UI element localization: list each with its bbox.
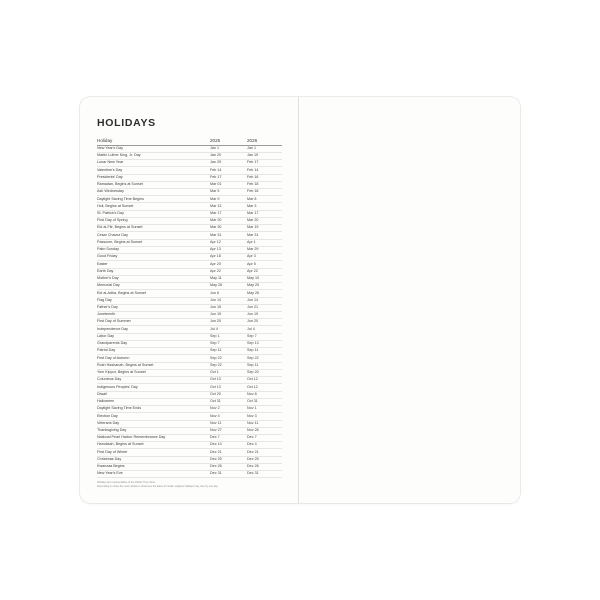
holiday-name: Juneteenth <box>97 311 208 318</box>
table-row <box>97 420 282 427</box>
holiday-date-2025: Apr 12 <box>208 239 245 246</box>
holidays-section <box>97 117 282 489</box>
holiday-name: National Pearl Harbor Remembrance Day <box>97 434 208 441</box>
holiday-date-2025: Jun 6 <box>208 290 245 297</box>
holiday-date-2026: Sep 11 <box>245 348 282 355</box>
table-row <box>97 225 282 232</box>
table-row <box>97 333 282 340</box>
holiday-name: Ash Wednesday <box>97 189 208 196</box>
holiday-name: Ramadan, Begins at Sunset <box>97 181 208 188</box>
holidays-table <box>97 138 282 478</box>
holiday-date-2025: Nov 4 <box>208 413 245 420</box>
table-row <box>97 203 282 210</box>
holiday-date-2025: Sep 11 <box>208 348 245 355</box>
table-row <box>97 319 282 326</box>
holiday-name: St. Patrick's Day <box>97 210 208 217</box>
table-row <box>97 427 282 434</box>
holiday-name: Father's Day <box>97 304 208 311</box>
notebook-spine <box>298 97 299 503</box>
holiday-date-2025: Mar 9 <box>208 196 245 203</box>
holiday-date-2026: Dec 4 <box>245 442 282 449</box>
holiday-date-2025: Dec 31 <box>208 471 245 478</box>
holiday-date-2026: Sep 20 <box>245 369 282 376</box>
holiday-date-2025: Mar 17 <box>208 210 245 217</box>
holiday-date-2025: Feb 17 <box>208 174 245 181</box>
holiday-date-2026: Dec 7 <box>245 434 282 441</box>
table-row <box>97 311 282 318</box>
table-row <box>97 297 282 304</box>
holiday-name: Cesar Chavez Day <box>97 232 208 239</box>
holiday-date-2026: Sep 7 <box>245 333 282 340</box>
holiday-name: Halloween <box>97 398 208 405</box>
holiday-date-2026: Dec 21 <box>245 449 282 456</box>
notebook-spread <box>80 97 520 503</box>
holiday-date-2025: Nov 27 <box>208 427 245 434</box>
table-row <box>97 348 282 355</box>
holiday-name: Yom Kippur, Begins at Sunset <box>97 369 208 376</box>
holiday-date-2026: Sep 11 <box>245 362 282 369</box>
table-row <box>97 456 282 463</box>
holiday-date-2026: Sep 13 <box>245 340 282 347</box>
footnotes <box>97 481 269 488</box>
holiday-name: Lunar New Year <box>97 160 208 167</box>
table-row <box>97 384 282 391</box>
table-row <box>97 246 282 253</box>
table-row <box>97 152 282 159</box>
holiday-name: Eid al-Adha, Begins at Sunset <box>97 290 208 297</box>
table-row <box>97 239 282 246</box>
holiday-date-2026: May 26 <box>245 290 282 297</box>
table-body <box>97 145 282 478</box>
holiday-name: Palm Sunday <box>97 246 208 253</box>
holiday-date-2026: Jan 19 <box>245 152 282 159</box>
holiday-name: Veterans Day <box>97 420 208 427</box>
holiday-name: Thanksgiving Day <box>97 427 208 434</box>
table-row <box>97 369 282 376</box>
holiday-date-2025: Jun 14 <box>208 297 245 304</box>
holiday-name: Indigenous Peoples' Day <box>97 384 208 391</box>
notebook-left-page <box>80 97 298 503</box>
holiday-date-2025: Oct 31 <box>208 398 245 405</box>
table-row <box>97 326 282 333</box>
holiday-name: First Day of Spring <box>97 217 208 224</box>
holiday-date-2025: Mar 31 <box>208 232 245 239</box>
holiday-name: Mother's Day <box>97 275 208 282</box>
holiday-name: Flag Day <box>97 297 208 304</box>
holiday-date-2026: Jan 1 <box>245 145 282 152</box>
holiday-name: Passover, Begins at Sunset <box>97 239 208 246</box>
holiday-name: New Year's Eve <box>97 471 208 478</box>
column-header-2025: 2025 <box>208 138 245 145</box>
holiday-name: Presidents' Day <box>97 174 208 181</box>
holiday-date-2026: Mar 17 <box>245 210 282 217</box>
holiday-date-2026: Dec 31 <box>245 471 282 478</box>
holiday-name: Patriot Day <box>97 348 208 355</box>
holiday-name: Election Day <box>97 413 208 420</box>
holiday-date-2026: Mar 31 <box>245 232 282 239</box>
holiday-date-2026: Feb 14 <box>245 167 282 174</box>
table-header <box>97 138 282 145</box>
notebook-right-page <box>299 97 520 503</box>
holiday-name: Grandparents Day <box>97 340 208 347</box>
table-row <box>97 355 282 362</box>
column-header-2026: 2026 <box>245 138 282 145</box>
holiday-date-2025: May 26 <box>208 283 245 290</box>
table-header-row <box>97 138 282 145</box>
table-row <box>97 189 282 196</box>
holiday-name: Holi, Begins at Sunset <box>97 203 208 210</box>
holiday-date-2025: Dec 14 <box>208 442 245 449</box>
holiday-date-2026: Mar 3 <box>245 203 282 210</box>
holiday-date-2025: Dec 26 <box>208 463 245 470</box>
holiday-name: First Day of Winter <box>97 449 208 456</box>
table-row <box>97 196 282 203</box>
holiday-date-2026: Feb 18 <box>245 189 282 196</box>
table-row <box>97 232 282 239</box>
holiday-date-2025: Jan 29 <box>208 160 245 167</box>
holiday-date-2025: Apr 18 <box>208 254 245 261</box>
holiday-name: Valentine's Day <box>97 167 208 174</box>
table-row <box>97 406 282 413</box>
table-row <box>97 434 282 441</box>
holiday-name: Hanukkah, Begins at Sunset <box>97 442 208 449</box>
holiday-date-2025: Nov 11 <box>208 420 245 427</box>
table-row <box>97 442 282 449</box>
table-row <box>97 391 282 398</box>
holiday-name: First Day of Summer <box>97 319 208 326</box>
holiday-name: Memorial Day <box>97 283 208 290</box>
table-row <box>97 304 282 311</box>
table-row <box>97 362 282 369</box>
table-row <box>97 261 282 268</box>
table-row <box>97 268 282 275</box>
holiday-name: Daylight Saving Time Ends <box>97 406 208 413</box>
holiday-date-2025: Sep 22 <box>208 355 245 362</box>
holiday-date-2026: May 10 <box>245 275 282 282</box>
holiday-name: Kwanzaa Begins <box>97 463 208 470</box>
holiday-date-2026: Dec 26 <box>245 463 282 470</box>
holiday-date-2026: Oct 12 <box>245 384 282 391</box>
holiday-date-2025: Sep 7 <box>208 340 245 347</box>
holiday-date-2026: Nov 1 <box>245 406 282 413</box>
holiday-date-2026: Apr 3 <box>245 254 282 261</box>
holiday-date-2026: Jul 4 <box>245 326 282 333</box>
holiday-date-2025: Apr 22 <box>208 268 245 275</box>
holiday-date-2026: Oct 12 <box>245 377 282 384</box>
holiday-date-2025: Sep 1 <box>208 333 245 340</box>
holiday-name: Labor Day <box>97 333 208 340</box>
holiday-name: Daylight Saving Time Begins <box>97 196 208 203</box>
holiday-name: First Day of Autumn <box>97 355 208 362</box>
table-row <box>97 463 282 470</box>
holiday-date-2025: Jul 4 <box>208 326 245 333</box>
holiday-date-2025: Oct 13 <box>208 377 245 384</box>
holiday-date-2025: Dec 25 <box>208 456 245 463</box>
footnote-timezone: Holidays are representative of the Pacific Time Zone. <box>97 481 156 485</box>
table-row <box>97 340 282 347</box>
holiday-date-2025: Feb 14 <box>208 167 245 174</box>
holiday-name: Rosh Hashanah, Begins at Sunset <box>97 362 208 369</box>
holiday-date-2026: Nov 8 <box>245 391 282 398</box>
holiday-name: Earth Day <box>97 268 208 275</box>
table-row <box>97 275 282 282</box>
column-header-holiday: Holiday <box>97 138 208 145</box>
table-row <box>97 210 282 217</box>
holiday-date-2026: Feb 18 <box>245 181 282 188</box>
holiday-date-2026: May 25 <box>245 283 282 290</box>
table-row <box>97 160 282 167</box>
holiday-date-2025: Oct 1 <box>208 369 245 376</box>
holiday-date-2025: Dec 21 <box>208 449 245 456</box>
holiday-date-2026: Oct 31 <box>245 398 282 405</box>
footnote-moon-phase: Depending on when the moon phase is observed, the dates of certain religious holidays may vary by one day. <box>97 485 219 489</box>
holiday-name: Diwali <box>97 391 208 398</box>
holiday-date-2026: Apr 5 <box>245 261 282 268</box>
holiday-date-2025: Jan 1 <box>208 145 245 152</box>
holiday-name: Easter <box>97 261 208 268</box>
holiday-date-2025: Jun 19 <box>208 311 245 318</box>
holiday-date-2025: Mar 01 <box>208 181 245 188</box>
holiday-date-2025: Sep 22 <box>208 362 245 369</box>
holiday-date-2025: Mar 20 <box>208 217 245 224</box>
holiday-name: Eid al-Fitr, Begins at Sunset <box>97 225 208 232</box>
table-row <box>97 254 282 261</box>
holiday-date-2025: Jun 20 <box>208 319 245 326</box>
holiday-date-2025: Oct 13 <box>208 384 245 391</box>
table-row <box>97 174 282 181</box>
holiday-date-2026: Jun 21 <box>245 304 282 311</box>
holiday-date-2025: Mar 5 <box>208 189 245 196</box>
holiday-date-2026: Feb 16 <box>245 174 282 181</box>
holiday-name: Christmas Day <box>97 456 208 463</box>
table-row <box>97 398 282 405</box>
holiday-date-2026: Apr 22 <box>245 268 282 275</box>
table-row <box>97 290 282 297</box>
holiday-date-2025: Dec 7 <box>208 434 245 441</box>
holiday-name: New Year's Day <box>97 145 208 152</box>
page-title: HOLIDAYS <box>97 117 156 129</box>
table-row <box>97 377 282 384</box>
holiday-date-2025: Nov 2 <box>208 406 245 413</box>
holiday-date-2025: May 11 <box>208 275 245 282</box>
holiday-date-2025: Mar 30 <box>208 225 245 232</box>
table-row <box>97 217 282 224</box>
table-row <box>97 413 282 420</box>
holiday-date-2026: Dec 25 <box>245 456 282 463</box>
holiday-date-2026: Jun 14 <box>245 297 282 304</box>
holiday-name: Martin Luther King, Jr. Day <box>97 152 208 159</box>
holiday-date-2025: Oct 20 <box>208 391 245 398</box>
holiday-date-2025: Jun 15 <box>208 304 245 311</box>
table-row <box>97 167 282 174</box>
table-row <box>97 471 282 478</box>
holiday-date-2025: Apr 13 <box>208 246 245 253</box>
holiday-date-2026: Sep 22 <box>245 355 282 362</box>
holiday-name: Good Friday <box>97 254 208 261</box>
holiday-date-2026: Jun 19 <box>245 311 282 318</box>
holiday-date-2026: Nov 3 <box>245 413 282 420</box>
holiday-date-2026: Apr 1 <box>245 239 282 246</box>
holiday-date-2026: Feb 17 <box>245 160 282 167</box>
table-row <box>97 181 282 188</box>
holiday-name: Columbus Day <box>97 377 208 384</box>
holiday-date-2025: Apr 20 <box>208 261 245 268</box>
holiday-date-2026: Mar 20 <box>245 217 282 224</box>
holiday-date-2026: Jun 20 <box>245 319 282 326</box>
holiday-date-2025: Mar 13 <box>208 203 245 210</box>
holiday-date-2026: Mar 19 <box>245 225 282 232</box>
holiday-date-2026: Mar 29 <box>245 246 282 253</box>
holiday-date-2026: Nov 11 <box>245 420 282 427</box>
holiday-name: Independence Day <box>97 326 208 333</box>
table-row <box>97 145 282 152</box>
table-row <box>97 449 282 456</box>
holiday-date-2025: Jan 20 <box>208 152 245 159</box>
holiday-date-2026: Mar 8 <box>245 196 282 203</box>
holiday-date-2026: Nov 26 <box>245 427 282 434</box>
table-row <box>97 283 282 290</box>
